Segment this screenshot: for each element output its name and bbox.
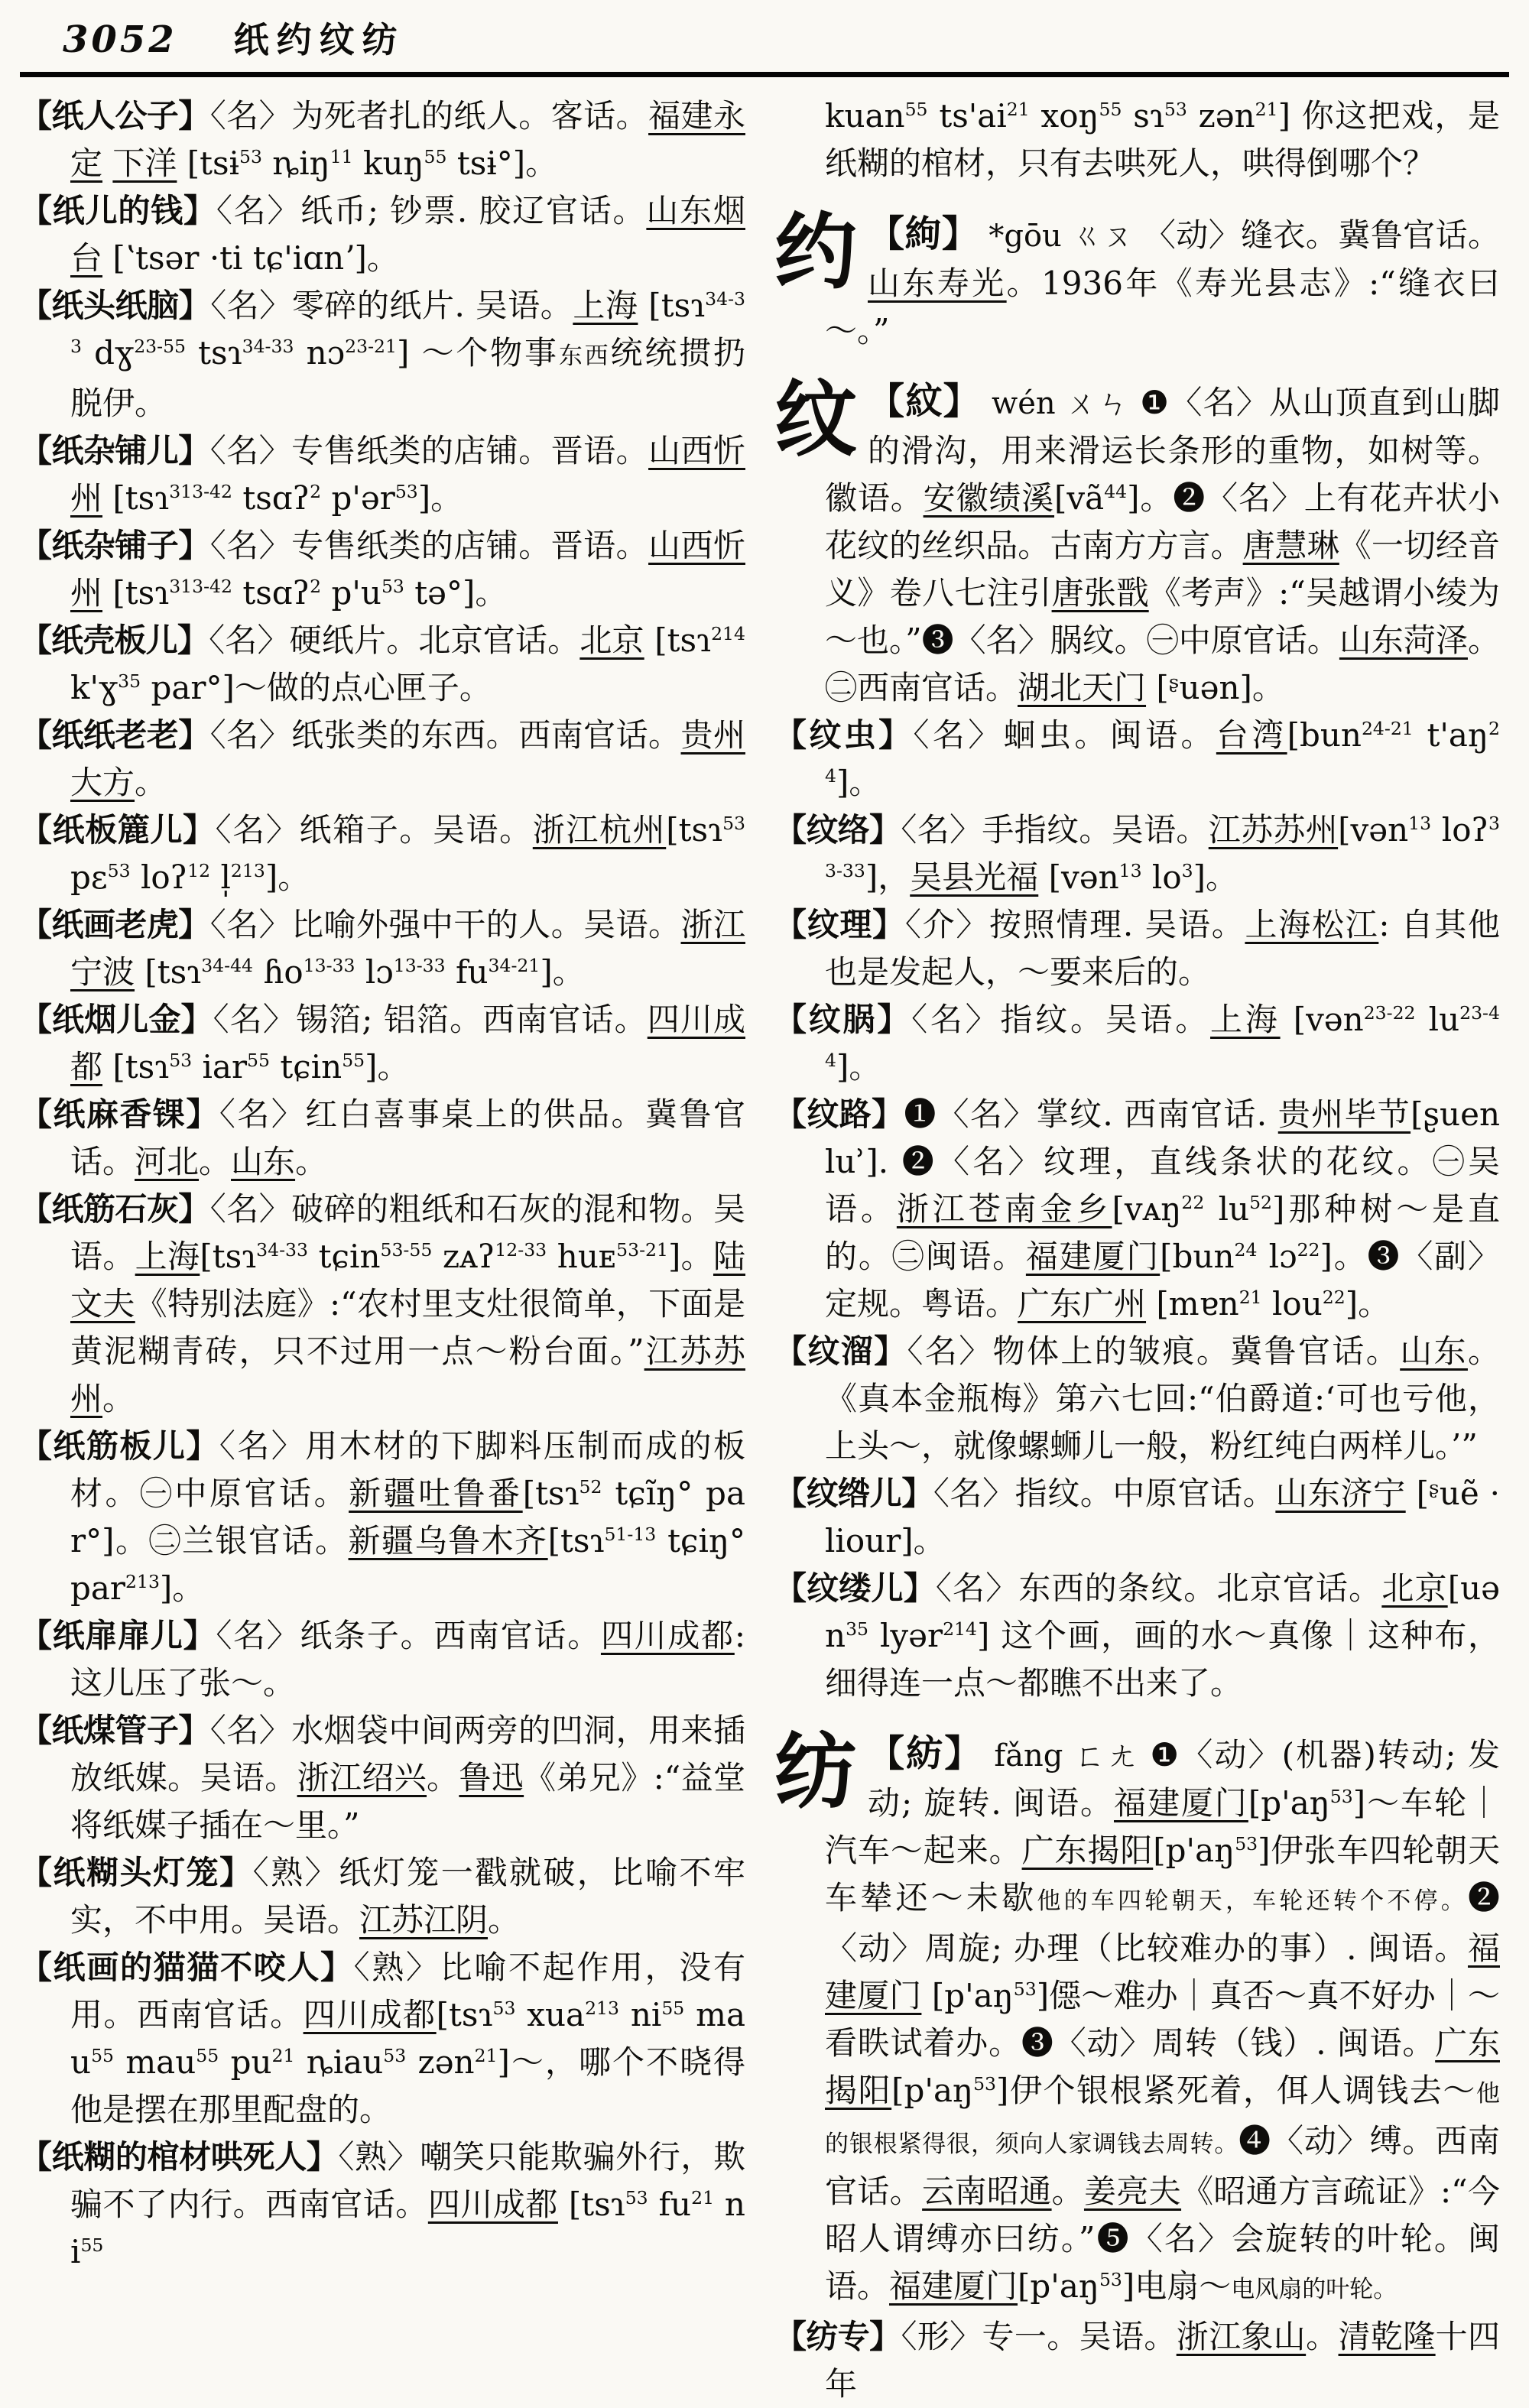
entry-body: 〈名〉蛔虫。闽语。台湾[bun$^{24-21}$ $t'aŋ^{24}$]。 — [825, 716, 1500, 801]
entry-headword: 【纸杂铺儿】 — [20, 432, 210, 469]
dictionary-entry — [774, 806, 1500, 901]
entry-headword: 【纹络】 — [774, 811, 901, 849]
pronunciation: *gōu ㄍㄡ — [979, 219, 1144, 254]
entry-body: 〈名〉水烟袋中间两旁的凹洞，用来插放纸媒。吴语。浙江绍兴。鲁迅《弟兄》:“益堂将纸媒子插在～里。” — [70, 1712, 745, 1844]
dictionary-entry — [20, 427, 745, 522]
entry-body: ❶〈名〉从山顶直到山脚的滑沟，用来滑运长条形的重物，如树等。徽语。安徽绩溪$[vã^{44}]$。❷〈名〉上有花卉状小花纹的丝织品。古南方方言。唐慧琳《一切经音义》卷八七注引唐张戬《考声》:“吴越谓小绫为～也。”❸〈名〉脶纹。㊀中原官话。山东菏泽。㊁西南官话。湖北天门 [ᶳuən]。 — [825, 384, 1500, 706]
dictionary-entry — [20, 1423, 745, 1612]
entry-headword: 【纸画的猫猫不咬人】 — [20, 1949, 354, 1986]
header-guide-words: 纸约纹纺 — [233, 19, 405, 60]
entry-headword: 【纸板簏儿】 — [20, 811, 216, 849]
entry-headword: 【纸人公子】 — [20, 97, 210, 135]
left-column — [20, 92, 745, 2408]
entry-headword: 【纹溜】 — [774, 1332, 907, 1370]
entry-body: 〈名〉红白喜事桌上的供品。冀鲁官话。河北。山东。 — [70, 1095, 745, 1180]
entry-headword: 【纹缕儿】 — [774, 1569, 936, 1607]
entry-body: 〈名〉纸条子。西南官话。四川成都: 这儿压了张～。 — [70, 1617, 745, 1702]
entry-headword: 【纸杂铺子】 — [20, 527, 210, 564]
dictionary-entry — [20, 1849, 745, 1944]
entry-body: 〈名〉锡箔; 铝箔。西南官话。四川成都 [tsɿ$^{53}$ iar$^{55}$ tɕin$^{55}$]。 — [70, 1001, 745, 1086]
pronunciation: wén ㄨㄣ — [980, 386, 1141, 421]
dictionary-entry — [774, 1470, 1500, 1565]
dictionary-entry — [20, 187, 745, 282]
entry-body: 〈名〉专售纸类的店铺。晋语。山西忻州 [tsɿ$^{313-42}$ tsɑʔ$^2$ p'ər$^{53}$]。 — [70, 432, 745, 517]
entry-headword: 【纹绺儿】 — [774, 1475, 933, 1512]
section-entry — [774, 204, 1500, 355]
dictionary-entry — [20, 712, 745, 806]
entry-body: 〈名〉物体上的皱痕。冀鲁官话。山东。《真本金瓶梅》第六七回:“伯爵道:‘可也亏他，上头～，就像螺蛳儿一般，粉红纯白两样儿。’” — [825, 1332, 1500, 1465]
entry-body: 〈形〉专一。吴语。浙江象山。清乾隆十四年 — [825, 2318, 1500, 2403]
dictionary-entry — [20, 1186, 745, 1423]
entry-headword: 【纹路】 — [774, 1095, 904, 1133]
entry-continuation — [774, 92, 1500, 187]
entry-headword: 【纸麻香锞】 — [20, 1095, 219, 1133]
pronunciation: fǎng ㄈㄤ — [982, 1738, 1151, 1774]
entry-body: 〈名〉破碎的粗纸和石灰的混和物。吴语。上海[tsɿ$^{34-33}$ tɕin$^{53-55}$ zᴀʔ$^{12-33}$ huᴇ$^{53-21}$]。陆文夫《特别法庭》:“农村里支灶很简单，下面是黄泥糊青砖，只不过用一点～粉台面。”江苏苏州。 — [70, 1190, 745, 1417]
entry-headword: 【纸糊的棺材哄死人】 — [20, 2138, 339, 2176]
dictionary-entry — [20, 282, 745, 427]
entry-headword: 【纺专】 — [774, 2318, 901, 2355]
dictionary-entry — [774, 1328, 1500, 1470]
entry-body: 〈名〉比喻外强中干的人。吴语。浙江宁波 [tsɿ$^{34-44}$ ɦo$^{13-33}$ lɔ$^{13-33}$ $fu^{34-21}$]。 — [70, 906, 745, 991]
entry-headword: 【纸儿的钱】 — [20, 192, 216, 229]
text-columns — [20, 92, 1509, 2408]
entry-body: ❶〈动〉(机器)转动; 发动; 旋转. 闽语。福建厦门$[p'aŋ^{53}]\sim$车轮｜汽车～起来。广东揭阳$[p'aŋ^{53}]$伊张车四轮朝天 车辇还～未歇他的车四轮朝天，车轮还转个不停。❷〈动〉周旋; 办理（比较难办的事）. 闽语。福建厦门 $[p'aŋ^{53}]$僫～难办｜真否～真不好办｜～看眣试着办。❸〈动〉周转（钱）. 闽语。广东揭阳$[p'aŋ^{53}]$伊个银根紧死着，佴人调钱去～他的银根紧得很，须向人家调钱去周转。❹〈动〉缚。西南官话。云南昭通。姜亮夫《昭通方言疏证》:“今昭人谓缚亦曰纺。”❺〈名〉会旋转的叶轮。闽语。福建厦门$[p'aŋ^{53}]$电扇～电风扇的叶轮。 — [825, 1736, 1500, 2305]
dictionary-entry — [774, 901, 1500, 996]
entry-headword: 【纸煤管子】 — [20, 1712, 210, 1749]
section-entry — [774, 372, 1500, 712]
dictionary-entry — [20, 617, 745, 712]
entry-body: 〈名〉为死者扎的纸人。客话。福建永定 下洋 [tsɨ$^{53}$ ȵiŋ$^{11}$ kuŋ$^{55}$ tsɨ°]。 — [70, 97, 745, 182]
right-column — [774, 92, 1500, 2408]
entry-body: 〈名〉硬纸片。北京官话。北京 [tsɿ$^{214}$ k'ɣ$^{35}$ par°]～做的点心匣子。 — [70, 621, 745, 706]
entry-body: 〈熟〉嘲笑只能欺骗外行，欺骗不了内行。西南官话。四川成都 [tsɿ$^{53}$ $fu^{21}$ $ni^{55}$ — [70, 2138, 745, 2270]
section-headword-char: 约 — [774, 204, 858, 300]
dictionary-entry — [20, 1091, 745, 1186]
entry-body: 〈熟〉比喻不起作用，没有用。西南官话。四川成都[tsɿ$^{53}$ xua$^{213}$ $ni^{55}$ mau$^{55}$ mau$^{55}$ $pu^{21}$ ȵiau$^{53}$ zən$^{21}$]～，哪个不晓得他是摆在那里配盘的。 — [70, 1949, 745, 2128]
entry-headword: 【纸头纸脑】 — [20, 287, 211, 324]
entry-body: 〈名〉指纹。吴语。上海 [vən$^{23-22}$ $lu^{23-44}$]。 — [825, 1001, 1500, 1086]
dictionary-entry — [774, 1565, 1500, 1707]
dictionary-entry — [20, 901, 745, 996]
entry-body: ❶〈名〉掌纹. 西南官话. 贵州毕节[ʂuen luʾ]. ❷〈名〉纹理，直线条状的花纹。㊀吴语。浙江苍南金乡[vᴀŋ$^{22}$ $lu^{52}$]那种树～是直的。㊁闽语。福建厦门[bun$^{24}$ lɔ$^{22}$]。❸〈副〉定规。粤语。广东广州 [mɐn$^{21}$ lou$^{22}$]。 — [825, 1095, 1500, 1322]
entry-headword: 【纸烟儿金】 — [20, 1001, 213, 1038]
dictionary-entry — [20, 1944, 745, 2134]
entry-body: 〈名〉指纹。中原官话。山东济宁 [ᶳuẽ ·liour]。 — [825, 1475, 1500, 1559]
entry-headword: 【纸扉扉儿】 — [20, 1617, 216, 1654]
traditional-form: 【絇】 — [868, 213, 979, 255]
entry-body: 〈名〉零碎的纸片. 吴语。上海 [tsɿ$^{34-33}$ dɣ$^{23-55}$ tsɿ$^{34-33}$ nɔ$^{23-21}$] ～个物事东西统统掼扔脱伊。 — [70, 287, 745, 422]
header-rule — [20, 72, 1509, 77]
entry-body: 〈名〉专售纸类的店铺。晋语。山西忻州 [tsɿ$^{313-42}$ tsɑʔ$^2$ $p'u^{53}$ tə°]。 — [70, 527, 745, 612]
entry-body: 〈名〉纸箱子。吴语。浙江杭州[tsɿ$^{53}$ pɛ$^{53}$ loʔ$^{12}$ l̩$^{213}$]。 — [70, 811, 745, 896]
entry-headword: 【纸筋板儿】 — [20, 1427, 219, 1465]
entry-headword: 【纹脶】 — [774, 1001, 912, 1038]
entry-headword: 【纸画老虎】 — [20, 906, 210, 943]
entry-headword: 【纸糊头灯笼】 — [20, 1854, 253, 1891]
entry-body: 〈名〉手指纹。吴语。江苏苏州[vən$^{13}$ loʔ$^{33-33}$]，吴县光福 [vən$^{13}$ $lo^3$]。 — [825, 811, 1500, 896]
dictionary-entry — [774, 996, 1500, 1091]
traditional-form: 【紋】 — [868, 380, 981, 423]
entry-body: 〈熟〉纸灯笼一戳就破，比喻不牢实，不中用。吴语。江苏江阴。 — [70, 1854, 745, 1939]
dictionary-entry — [20, 92, 745, 187]
entry-headword: 【纸壳板儿】 — [20, 621, 209, 659]
entry-body: 〈名〉纸币; 钞票. 胶辽官话。山东烟台 [ʽtsər ·ti tɕ'iɑnʼ]。 — [70, 192, 745, 277]
section-headword-char: 纺 — [774, 1724, 858, 1820]
entry-body: 〈名〉用木材的下脚料压制而成的板材。㊀中原官话。新疆吐鲁番[tsɿ$^{52}$ tɕĩŋ° par°]。㊁兰银官话。新疆乌鲁木齐[tsɿ$^{51-13}$ tɕiŋ° par$^{213}$]。 — [70, 1427, 745, 1607]
entry-body: 〈名〉纸张类的东西。西南官话。贵州大方。 — [70, 716, 745, 801]
entry-headword: 【纸纸老老】 — [20, 716, 210, 754]
dictionary-entry — [774, 712, 1500, 806]
traditional-form: 【紡】 — [868, 1732, 983, 1775]
dictionary-entry — [20, 2134, 745, 2276]
dictionary-entry — [774, 1091, 1500, 1328]
page-header — [20, 12, 1509, 63]
entry-headword: 【纹理】 — [774, 906, 905, 943]
dictionary-entry — [20, 806, 745, 901]
entry-headword: 【纸筋石灰】 — [20, 1190, 210, 1228]
section-headword-char: 纹 — [774, 372, 858, 468]
entry-body: 〈动〉缝衣。冀鲁官话。山东寿光。1936年《寿光县志》:“缝衣曰～。” — [825, 216, 1500, 349]
entry-body: 〈名〉东西的条纹。北京官话。北京[uən$^{35}$ lyər$^{214}$] 这个画，画的水～真像｜这种布，细得连一点～都瞧不出来了。 — [825, 1569, 1500, 1702]
dictionary-entry — [20, 996, 745, 1091]
entry-body: 〈介〉按照情理. 吴语。上海松江: 自其他也是发起人，～要来后的。 — [825, 906, 1500, 991]
dictionary-entry — [20, 1612, 745, 1707]
section-entry — [774, 1724, 1500, 2313]
dictionary-entry — [20, 1707, 745, 1849]
entry-headword: 【纹虫】 — [774, 716, 914, 754]
entry-body: kuan$^{55}$ $ts'ai^{21}$ xoŋ$^{55}$ sɿ$^{53}$ zən$^{21}$] 你这把戏，是纸糊的棺材，只有去哄死人，哄得倒哪个？ — [825, 97, 1500, 182]
page-number: 3052 — [63, 18, 177, 61]
dictionary-entry — [774, 2313, 1500, 2408]
dictionary-entry — [20, 522, 745, 617]
